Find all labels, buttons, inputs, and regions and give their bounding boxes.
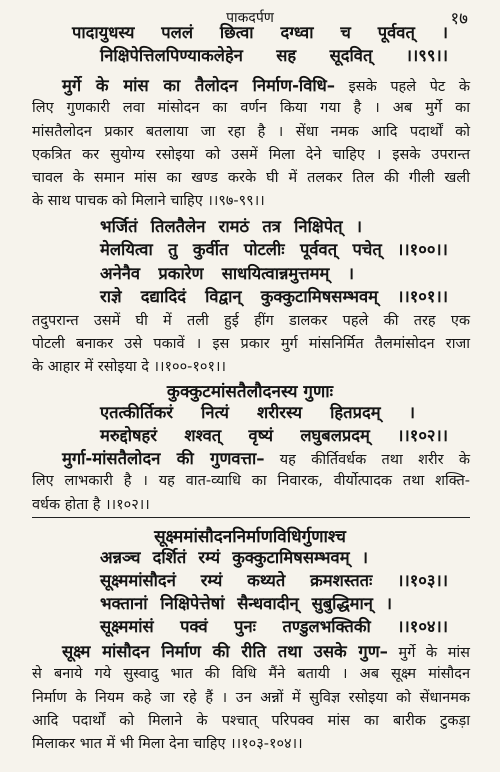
verse-word: क्रमशस्ततः (310, 571, 373, 590)
verse-word: साधयित्वान्नमुत्तमम् (221, 264, 330, 283)
verse-word: ।।१०१।। (397, 287, 448, 306)
paragraph-line (32, 667, 470, 682)
section-divider (32, 517, 470, 518)
verse-word: ।।१००।। (397, 240, 448, 259)
verse-word: पूर्ववत् (377, 23, 415, 42)
paragraph-text: वर्धक होता है ।।१०२।। (32, 497, 150, 513)
paragraph-line (32, 194, 265, 209)
paragraph-text: चावल के समान मांस का खण्ड करके घी में तलकर तिल की गीली खली (32, 170, 470, 186)
verse-word: पक्वं (180, 617, 208, 636)
verse-word: नित्यं (201, 403, 229, 422)
verse-word: । (385, 594, 392, 613)
paragraph-line (62, 644, 470, 661)
verse-line (100, 242, 448, 259)
paragraph-text: मांसतैलोदन प्रकार बतलाया जा रहा है । सेंधा नमक आदि पदार्थों को (32, 124, 470, 140)
verse-word: ।।९९।। (405, 46, 448, 65)
verse-word: कुर्वीत (192, 240, 229, 259)
verse-word: शश्वत् (184, 426, 222, 445)
paragraph-line (32, 101, 470, 116)
verse-line (100, 289, 448, 306)
verse-line (100, 550, 368, 567)
verse-word: हितप्रदम् (330, 403, 381, 422)
verse-word: तत्र (262, 217, 281, 236)
paragraph-text: लिए लाभकारी है । यह वात-व्याधि का निवारक, वीर्योत्पादक तथा शक्ति- (32, 473, 470, 489)
verse-word: कथ्यते (247, 571, 286, 590)
verse-word: दग्ध्वा (280, 23, 314, 42)
verse-word: भर्जितं (100, 217, 138, 236)
paragraph-line (32, 691, 470, 706)
verse-word: तण्डुलभक्तिकी (282, 617, 371, 636)
verse-word: तिलतैलेन (150, 217, 206, 236)
paragraph-text: आदि पदार्थों को मिलाने के पश्चात् परिपक्व मांस का बारीक टुकड़ा (32, 713, 470, 729)
verse-word: रम्यं (198, 548, 221, 567)
verse-word: लघुबलप्रदम् (300, 426, 370, 445)
verse-word: पचेत् (352, 240, 382, 259)
verse-word: पुनः (234, 617, 256, 636)
verse-word: । (441, 23, 448, 42)
verse-line (100, 219, 362, 236)
paragraph-text: तदुपरान्त उसमें घी में तली हुई हींग डालकर पहले की तरह एक (32, 313, 470, 329)
verse-word: ।।१०२।। (397, 426, 448, 445)
verse-word: सैन्धवादीन् (237, 594, 299, 613)
paragraph-line (32, 498, 150, 513)
verse-word: । (347, 264, 354, 283)
verse-word: कुक्कुटामिषसम्भवम् (232, 548, 350, 567)
verse-word: सूक्ष्ममांसं (100, 617, 154, 636)
paragraph-line (32, 714, 470, 729)
verse-word: सह (276, 46, 297, 65)
paragraph-heading: मुर्गा-मांसतैलोदन की गुणवत्ता– (62, 449, 265, 468)
paragraph-line (62, 451, 470, 468)
paragraph-line (32, 474, 470, 489)
paragraph-text: के साथ पाचक को मिलाने चाहिए ।।९७-९९।। (32, 193, 265, 209)
verse-word: विद्वान् (205, 287, 242, 306)
verse-word: रम्यं (200, 571, 223, 590)
verse-word: छित्वा (219, 23, 254, 42)
verse-word: । (361, 548, 368, 567)
verse-word: दद्यादिदं (140, 287, 186, 306)
verse-line (100, 428, 448, 445)
verse-word: रामठं (218, 217, 250, 236)
paragraph-text: मुर्गे के मांस (387, 645, 470, 661)
verse-line (100, 48, 448, 65)
verse-word: सुबुद्धिमान् (311, 594, 373, 613)
verse-word: दर्शितं (152, 548, 187, 567)
paragraph-text: लिए गुणकारी लवा मांसोदन का वर्णन किया गया है । अब मुर्गे का (32, 100, 470, 116)
verse-line (72, 25, 448, 42)
paragraph-line (32, 314, 470, 329)
verse-word: । (408, 403, 415, 422)
paragraph-line (32, 337, 470, 352)
verse-word: वृष्यं (248, 426, 274, 445)
verse-line (100, 266, 354, 283)
verse-word: शरीरस्य (257, 403, 303, 422)
verse-line (100, 573, 448, 590)
verse-word: च (340, 23, 351, 42)
paragraph-heading: मुर्गे के मांस का तैलोदन निर्माण-विधि– (62, 76, 336, 95)
paragraph-line (32, 125, 470, 140)
verse-word: पूर्ववत् (299, 240, 338, 259)
verse-word: कुक्कुटामिषसम्भवम् (260, 287, 379, 306)
paragraph-heading: सूक्ष्म मांसौदन निर्माण की रीति तथा उसके गुण– (62, 642, 388, 661)
verse-word: अनेनैव (100, 264, 141, 283)
verse-word: पादायुधस्य (72, 23, 135, 42)
verse-word: । (355, 217, 362, 236)
verse-word: सूदवित् (329, 46, 373, 65)
section-subheading: कुक्कुटमांसतैलौदनस्य गुणाः (166, 382, 334, 402)
paragraph-text: पोटली बनाकर उसे पकावें । इस प्रकार मुर्ग मांसनिर्मित तैलमांसोदन राजा (32, 336, 470, 352)
paragraph-line (32, 737, 303, 752)
paragraph-line (32, 148, 470, 163)
paragraph-text: यह कीर्तिवर्धक तथा शरीर के (264, 452, 470, 468)
verse-word: भक्तानां (100, 594, 148, 613)
verse-word: एतत्कीर्तिकरं (100, 403, 174, 422)
paragraph-line (32, 360, 226, 375)
verse-line (100, 619, 448, 636)
page-number: १७ (450, 9, 468, 29)
verse-word: तु (168, 240, 178, 259)
verse-word: अन्नञ्च (100, 548, 141, 567)
verse-word: मरुद्दोषहरं (100, 426, 158, 445)
paragraph-text: मिलाकर भात में भी मिला देना चाहिए ।।१०३-१०४।। (32, 736, 303, 752)
verse-word: राज्ञे (100, 287, 122, 306)
paragraph-text: इसके पहले पेट के (335, 79, 470, 95)
paragraph-text: एकत्रित कर सुयोग्य रसोइया को उसमें मिला देने चाहिए । इसके उपरान्त (32, 147, 470, 163)
verse-word: निक्षिपेत्तिलपिण्याकलेहेन (100, 46, 243, 65)
paragraph-line (32, 171, 470, 186)
verse-word: ।।१०४।। (397, 617, 448, 636)
verse-word: प्रकारेण (158, 264, 204, 283)
paragraph-text: से बनाये गये सुस्वादु भात की विधि मैंने बतायी । अब सूक्ष्म मांसौदन (32, 666, 470, 682)
verse-line (100, 405, 415, 422)
verse-word: ।।१०३।। (397, 571, 448, 590)
running-title: पाकदर्पण (226, 10, 274, 26)
paragraph-text: के आहार में रसोइया दे ।।१००-१०१।। (32, 359, 226, 375)
section-subheading: सूक्ष्ममांसौदननिर्माणविधिर्गुणाश्च (154, 527, 346, 547)
verse-word: मेलयित्वा (100, 240, 153, 259)
paragraph-text: निर्माण के नियम कहे जा रहे हैं । उन अन्नों में सुविज्ञ रसोइया को सेंधानमक (32, 690, 470, 706)
verse-word: पोटलीः (243, 240, 285, 259)
verse-line (100, 596, 392, 613)
verse-word: निक्षिपेत्तेषां (160, 594, 225, 613)
verse-word: सूक्ष्ममांसौदनं (100, 571, 176, 590)
paragraph-line (62, 78, 470, 95)
verse-word: निक्षिपेत् (294, 217, 343, 236)
verse-word: पललं (161, 23, 194, 42)
